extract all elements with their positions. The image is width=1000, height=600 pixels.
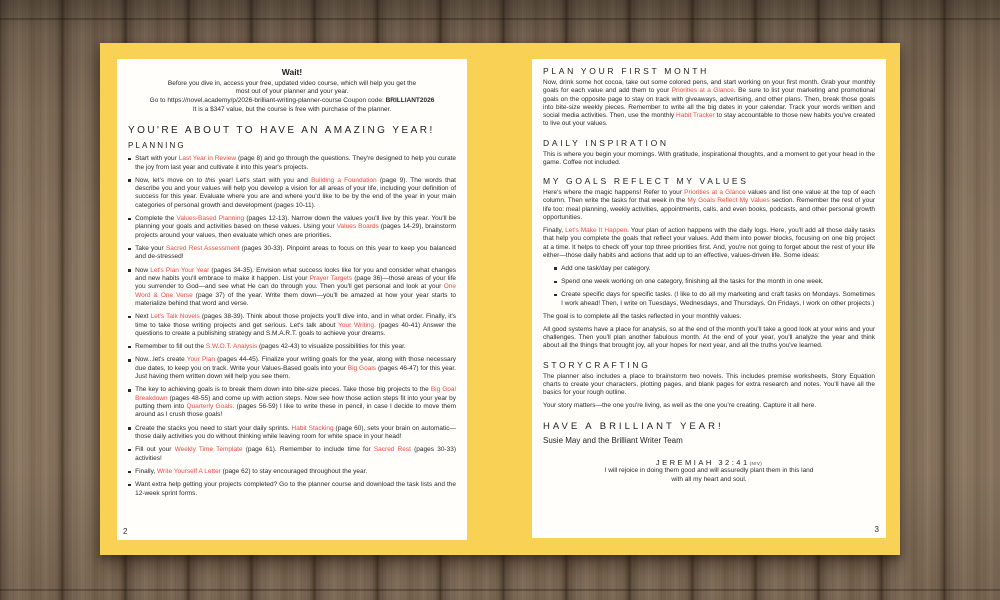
highlighted-text: Quarterly Goals. bbox=[186, 403, 235, 411]
text-segment: (pages 56-59) I like to write these in pencil, in case I decide to move them around as I crush those goals! bbox=[135, 403, 456, 419]
text-segment: (pages 44-45). Finalize your writing goals for the year, along with those necessary due dates, to keep you on track. Write your Values-Based goals into your bbox=[135, 356, 457, 372]
list-item bbox=[128, 468, 456, 476]
highlighted-text: Values Boards bbox=[336, 223, 379, 231]
highlighted-text: Priorities at a Glance bbox=[684, 189, 746, 197]
paragraph bbox=[543, 402, 875, 410]
highlighted-text: Let's Plan Your Year bbox=[150, 266, 210, 274]
list-item bbox=[128, 313, 456, 338]
list-item-text bbox=[135, 267, 456, 309]
list-item bbox=[128, 425, 456, 442]
highlighted-text: Building a Foundation bbox=[311, 176, 377, 184]
page-number-left: 2 bbox=[123, 526, 128, 536]
verse-reference: JEREMIAH 32:41 bbox=[655, 457, 750, 467]
text-segment: Now, drink some hot cocoa, take out some colored pens, and start working on your first month. Grab your monthly goals for each value and add them to your bbox=[543, 78, 875, 95]
text-segment: Next bbox=[135, 313, 151, 321]
text-segment: BRILLIANT2026 bbox=[385, 97, 435, 105]
left-page-heading: YOU'RE ABOUT TO HAVE AN AMAZING YEAR! bbox=[128, 125, 435, 137]
list-item bbox=[128, 215, 456, 240]
paragraph bbox=[543, 326, 875, 351]
text-segment: (page 9). The words that describe you and your values will help you develop a vision for all areas of your life, including your definition of success for this year. Evaluate where you are and where you'd like to be by the end of the year in your main categories of personal growth and development (pages 10-11). bbox=[135, 176, 456, 209]
highlighted-text: Write Yourself A Letter bbox=[157, 467, 221, 475]
highlighted-text: Let's Make It Happen bbox=[565, 226, 628, 234]
text-segment: most out of your planner and your year. bbox=[235, 88, 349, 96]
planner-yellow-spread bbox=[100, 43, 900, 555]
intro-line bbox=[128, 106, 456, 115]
list-item bbox=[128, 481, 456, 498]
highlighted-text: Sacred Rest bbox=[373, 446, 411, 454]
list-item-text bbox=[135, 177, 456, 210]
paragraph bbox=[543, 373, 875, 398]
text-segment: Go to https://novel.academy/p/2026-brilliant-writing-planner-course Coupon code: bbox=[149, 97, 386, 105]
bullet-icon bbox=[128, 269, 131, 272]
text-segment: Add one task/day per category. bbox=[561, 264, 651, 272]
text-segment: to stay accountable to those new habits you've created to live out your values. bbox=[543, 112, 875, 128]
text-segment: year! Let's start with you and bbox=[215, 176, 312, 184]
list-item bbox=[128, 155, 456, 172]
text-segment: (pages 38-39). Think about those projects you'll dive into, and in what order. Finally, it's time to take those writing projects and get serious. Let's talk about bbox=[135, 313, 457, 329]
text-segment: It is a $347 value, but the course is free with purchase of the planner. bbox=[192, 105, 392, 113]
bullet-icon bbox=[554, 281, 557, 284]
list-item bbox=[554, 265, 875, 273]
highlighted-text: Last Year in Review bbox=[178, 155, 237, 163]
bullet-icon bbox=[128, 158, 131, 161]
text-segment: Now...let's create bbox=[135, 356, 187, 364]
text-segment: (page 8) and go through the questions. They're designed to help you curate the joy from last year and cultivate it into this year's projects. bbox=[135, 155, 456, 171]
list-item bbox=[128, 267, 456, 309]
planner-page-left bbox=[117, 59, 467, 540]
list-item-text bbox=[135, 446, 456, 463]
list-item bbox=[128, 386, 456, 419]
list-item-text bbox=[561, 265, 875, 273]
bullet-icon bbox=[128, 346, 131, 349]
verse-block bbox=[543, 458, 875, 485]
text-segment: Create specific days for specific tasks. (I like to do all my marketing and craft tasks on Mondays. Sometimes I work ahead! Then, I write on Tuesdays, Wednesdays, and Thursdays. On Fridays, I work on other projects.) bbox=[561, 291, 875, 307]
text-segment: (pages 46-47) for this year. Just having them written down will help you see them. bbox=[135, 364, 456, 381]
text-segment: this bbox=[205, 176, 216, 184]
list-item bbox=[554, 291, 875, 308]
planning-heading: PLANNING bbox=[128, 140, 186, 150]
list-item-text bbox=[135, 245, 456, 262]
paragraph bbox=[543, 189, 875, 222]
verse-reference-line bbox=[543, 458, 875, 468]
intro-note bbox=[128, 67, 456, 114]
paragraph bbox=[543, 313, 875, 321]
verse-version: (NIV) bbox=[749, 460, 763, 466]
text-segment: Now, let's move on to bbox=[135, 176, 206, 184]
list-item bbox=[554, 278, 875, 286]
list-item-text bbox=[135, 481, 456, 498]
text-segment: (page 62) to stay encouraged throughout the year. bbox=[220, 467, 368, 475]
section-heading: PLAN YOUR FIRST MONTH bbox=[543, 66, 709, 76]
highlighted-text: My Goals Reflect My Values bbox=[687, 197, 770, 205]
closing-heading: HAVE A BRILLIANT YEAR! bbox=[543, 421, 724, 433]
text-segment: Start with your bbox=[135, 155, 179, 163]
text-segment: Complete the bbox=[135, 215, 177, 223]
bullet-icon bbox=[554, 267, 557, 270]
closing-byline: Susie May and the Brilliant Writer Team bbox=[543, 436, 683, 446]
bullet-icon bbox=[128, 218, 131, 221]
text-segment: Want extra help getting your projects completed? Go to the planner course and download the task lists and the 12-week sprint forms. bbox=[135, 481, 456, 497]
text-segment: (pages 30-33) activities! bbox=[135, 446, 456, 462]
text-segment: values and list one value at the top of each column. Then write the tasks for that week in the bbox=[543, 189, 875, 205]
planner-page-right bbox=[532, 59, 886, 538]
intro-line bbox=[128, 80, 456, 89]
highlighted-text: Sacred Rest Assessment bbox=[165, 245, 240, 253]
page-number-right: 3 bbox=[874, 524, 879, 534]
text-segment: Spend one week working on one category, finishing all the tasks for the month in one week. bbox=[561, 277, 824, 285]
bullet-icon bbox=[128, 389, 131, 392]
list-item-text bbox=[561, 278, 875, 286]
text-segment: (pages 48-55) and come up with action steps. Now see how those action steps fit into your year by putting them into bbox=[135, 394, 456, 411]
list-item-text bbox=[561, 291, 875, 308]
highlighted-text: Weekly Time Template bbox=[174, 446, 243, 454]
bullet-icon bbox=[128, 359, 131, 362]
bullet-icon bbox=[554, 294, 557, 297]
bullet-icon bbox=[128, 179, 131, 182]
paragraph bbox=[543, 79, 875, 129]
highlighted-text: S.W.O.T. Analysis bbox=[205, 343, 258, 351]
text-segment: This is where you begin your mornings. With gratitude, inspirational thoughts, and a moment to get your head in the game. Coffee not included. bbox=[543, 150, 875, 166]
list-item bbox=[128, 177, 456, 210]
section-heading: DAILY INSPIRATION bbox=[543, 137, 669, 148]
text-segment: (page 36)—those areas of your life you surrender to God—and see what He can do through you. Then you'll get personal and look at your bbox=[135, 274, 457, 291]
bullet-icon bbox=[128, 484, 131, 487]
wood-plank-seam bbox=[0, 589, 1000, 591]
highlighted-text: Values-Based Planning bbox=[176, 215, 245, 223]
highlighted-text: Priorities at a Glance bbox=[671, 87, 734, 95]
section-heading: STORYCRAFTING bbox=[543, 359, 651, 370]
list-item bbox=[128, 245, 456, 262]
text-segment: All good systems have a place for analysis, so at the end of the month you'll take a good look at your wins and your challenges. Then you'll plan another fabulous month. At the end of your year, you'll analyze the year and think about all the things that brought joy, all your hopes for next year, and all the truths you've learned. bbox=[543, 325, 875, 350]
text-segment: Remember to fill out the bbox=[135, 343, 206, 351]
bullet-icon bbox=[128, 248, 131, 251]
bullet-icon bbox=[128, 316, 131, 319]
highlighted-text: Big Goals bbox=[347, 364, 377, 372]
text-segment: (pages 34-35). Envision what success looks like for you and consider what changes and new habits you'll embrace to make it happen. List your bbox=[135, 266, 456, 282]
section-heading: MY GOALS REFLECT MY VALUES bbox=[543, 176, 749, 187]
text-segment: Your story matters—the one you're living, as well as the one you're creating. Capture it all here. bbox=[543, 401, 817, 409]
text-segment: The planner also includes a place to brainstorm two novels. This includes premise worksheets, Story Equation charts to create your characters, plotting pages, and blank pages for extra research and notes. You'll have all the basics for your rough outline. bbox=[543, 372, 875, 397]
list-item-text bbox=[135, 356, 456, 381]
right-page-content bbox=[543, 66, 875, 410]
intro-line bbox=[128, 88, 456, 97]
text-segment: . Be sure to list your marketing and promotional goals on the opposite page to stay on track with giveaways, advertising, and other plans. Then, break those goals into bite-size weekly pieces. Remember to write all the big dates in your calendar. Track your words written and social media activities. Then, use the monthly bbox=[543, 87, 875, 120]
bullet-icon bbox=[128, 427, 131, 430]
text-segment: (pages 12-13). Narrow down the values you'll live by this year. You'll be planning your goals and activities based on these values. Using your bbox=[135, 215, 457, 231]
text-segment: Finally, bbox=[135, 467, 158, 475]
bullet-icon bbox=[128, 471, 131, 474]
wood-plank-seam bbox=[0, 18, 1000, 20]
text-segment: Take your bbox=[135, 245, 166, 253]
text-segment: The goal is to complete all the tasks reflected in your monthly values. bbox=[543, 312, 742, 320]
paragraph bbox=[543, 227, 875, 260]
text-segment: (page 61). Remember to include time for bbox=[242, 446, 374, 454]
text-segment: (page 37) of the year. Write them down—you'll be amazed at how your year starts to materialize behind that word and verse. bbox=[135, 291, 456, 307]
list-item-text bbox=[135, 386, 456, 419]
list-item-text bbox=[135, 468, 456, 476]
verse-line-1: I will rejoice in doing them good and will assuredly plant them in this land bbox=[604, 467, 814, 475]
text-segment: Create the stacks you need to start your daily sprints. bbox=[135, 424, 292, 432]
list-item-text bbox=[135, 155, 456, 172]
list-item-text bbox=[135, 425, 456, 442]
highlighted-text: Big Goal Breakdown bbox=[135, 386, 456, 402]
highlighted-text: Habit Tracker bbox=[676, 112, 715, 120]
list-item-text bbox=[135, 343, 456, 351]
text-segment: (pages 42-43) to visualize possibilities for this year. bbox=[257, 343, 406, 351]
text-segment: Now bbox=[135, 266, 151, 274]
intro-lines bbox=[128, 80, 456, 114]
highlighted-text: Let's Talk Novels bbox=[150, 313, 200, 321]
text-segment: Before you dive in, access your free, updated video course, which will help you get the bbox=[167, 79, 417, 87]
verse-line-2: with all my heart and soul. bbox=[671, 476, 747, 483]
list-item bbox=[128, 356, 456, 381]
planning-list bbox=[128, 155, 456, 498]
highlighted-text: Prayer Targets bbox=[309, 274, 353, 282]
highlighted-text: One Word & One Verse bbox=[135, 283, 456, 299]
text-segment: Here's where the magic happens! Refer to your bbox=[543, 189, 685, 197]
list-item-text bbox=[135, 313, 456, 338]
highlighted-text: Habit Stacking bbox=[291, 424, 334, 432]
text-segment: Fill out your bbox=[135, 446, 175, 454]
text-segment: (pages 14-29), brainstorm projects around your values, then evaluate which ones are priorities. bbox=[135, 223, 456, 239]
text-segment: The key to achieving goals is to break them down into bite-size pieces. Take those big projects to the bbox=[135, 386, 431, 394]
text-segment: section. Remember the rest of your life too: meal planning, weekly activities, appointments, calls, and even books, podcasts, and other personal growth opportunities. bbox=[543, 197, 875, 222]
text-segment: . Your plan of action happens with the daily logs. Here, you'll add all those daily tasks that help you complete the goals that reflect your values. Add them into power blocks, focusing on one big project at a time. It helps to check off your top three priorities first. And, you're not going to forget about the rest of your life either—those daily habits and actions that add up to an effective, values-driven life. Some ideas: bbox=[543, 226, 875, 259]
highlighted-text: Your Writing. bbox=[338, 321, 376, 329]
list-item bbox=[128, 343, 456, 351]
intro-line bbox=[128, 97, 456, 106]
text-segment: (pages 30-33). Pinpoint areas to focus on this year to keep you balanced and de-stressed! bbox=[135, 245, 456, 261]
list-item-text bbox=[135, 215, 456, 240]
list-item bbox=[128, 446, 456, 463]
text-segment: (page 60), sets your brain on automatic—those daily activities you do without thinking while leaving room for white space in your head! bbox=[135, 424, 456, 440]
bullet-icon bbox=[128, 449, 131, 452]
text-segment: Finally, bbox=[543, 226, 566, 234]
intro-title: Wait! bbox=[281, 67, 303, 77]
paragraph bbox=[543, 151, 875, 168]
text-segment: (pages 40-41) Answer the questions to create a publishing strategy and S.M.A.R.T. goals to achieve your dreams. bbox=[135, 321, 456, 337]
highlighted-text: Your Plan bbox=[186, 356, 215, 364]
